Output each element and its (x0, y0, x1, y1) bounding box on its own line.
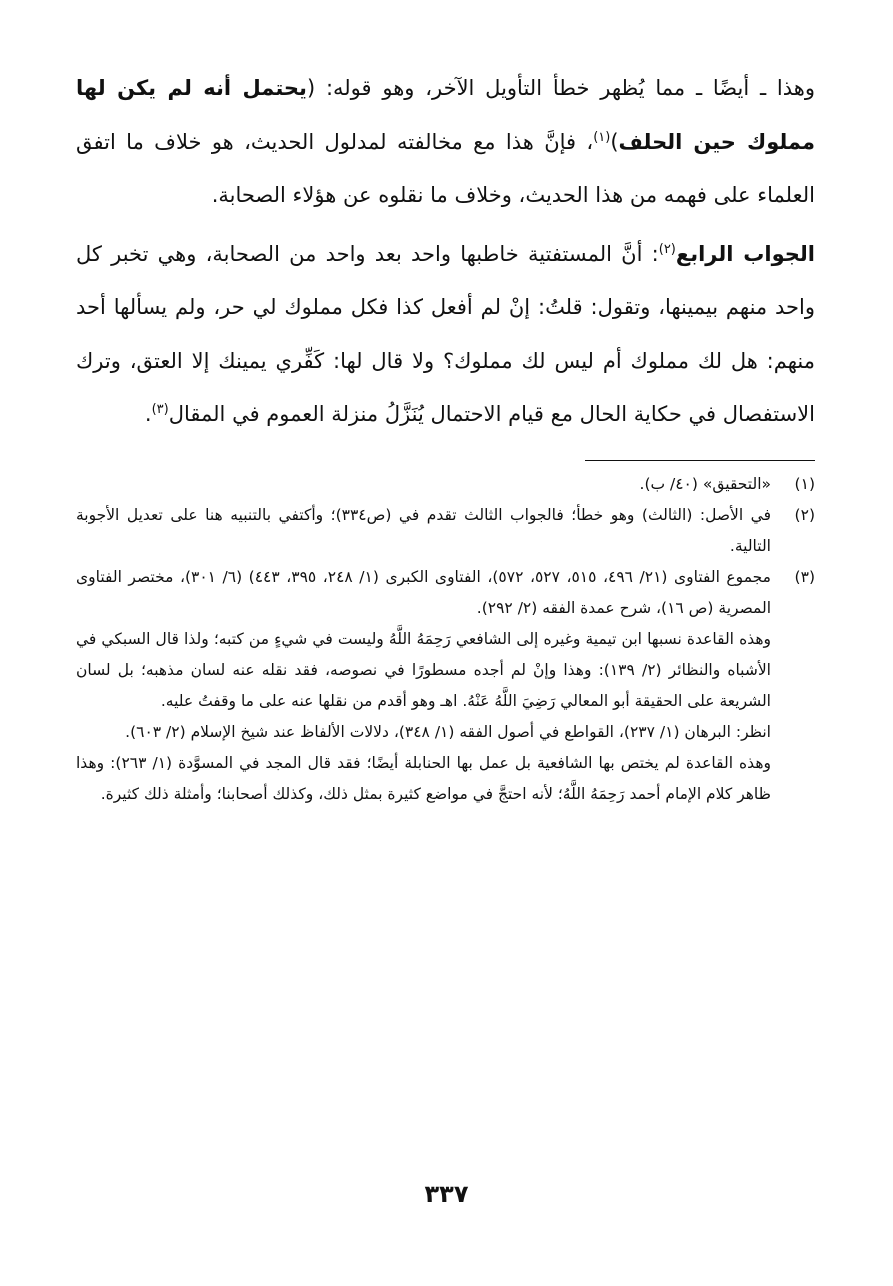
footnotes (76, 469, 815, 810)
para2-body: : أنَّ المستفتية خاطبها واحد بعد واحد من الصحابة، وهي تخبر كل واحد منهم بيمينها، وتقول: قلتُ: إنْ لم أفعل كذا فكل مملوك لي حر، ولم يسألها أحد منهم: هل لك مملوك أم ليس لك مملوك؟ ولا قال لها: كَفِّري يمينك إلا العتق، وترك الاستفصال في حكاية الحال مع قيام الاحتمال يُنَزَّلُ منزلة العموم في المقال (76, 241, 815, 426)
footnote-text: وهذه القاعدة لم يختص بها الشافعية بل عمل بها الحنابلة أيضًا؛ فقد قال المجد في المسوَّدة (١/ ٢٦٣): وهذا ظاهر كلام الإمام أحمد رَحِمَهُ اللَّهُ؛ لأنه احتجَّ في مواضع كثيرة بمثل ذلك، وكذلك أصحابنا؛ وأمثلة ذلك كثيرة. (76, 753, 771, 803)
para1-intro: وهذا ـ أيضًا ـ مما يُظهر خطأ التأويل الآخر، وهو قوله: ( (306, 76, 815, 100)
page-number: ٣٣٧ (424, 1180, 469, 1208)
footnote-text: في الأصل: (الثالث) وهو خطأ؛ فالجواب الثالث تقدم في (ص٣٣٤)؛ وأكتفي بالتنبيه هنا على تعديل الأجوبة التالية. (76, 505, 771, 555)
para1-quote: يحتمل أنه لم يكن لها مملوك حين الحلف (76, 76, 816, 154)
footnote-3 (76, 562, 815, 810)
footnote-text: مجموع الفتاوى (٢١/ ٤٩٦، ٥١٥، ٥٢٧، ٥٧٢)، الفتاوى الكبرى (١/ ٢٤٨، ٣٩٥، ٤٤٣) (٦/ ٣٠١)، مختصر الفتاوى المصرية (ص ١٦)، شرح عمدة الفقه (٢/ ٢٩٢). (76, 567, 771, 617)
para1-rest: ، فإنَّ هذا مع مخالفته لمدلول الحديث، هو خلاف ما اتفق العلماء على فهمه من هذا الحديث، وخلاف ما نقلوه عن هؤلاء الصحابة. (76, 129, 815, 207)
main-text (76, 62, 815, 442)
footnote-number: (٢) (794, 505, 815, 524)
para1-close-paren: ) (610, 129, 619, 154)
paragraph-1 (76, 62, 815, 223)
footnote-separator (585, 460, 815, 461)
footnote-text: انظر: البرهان (١/ ٢٣٧)، القواطع في أصول الفقه (١/ ٣٤٨)، دلالات الألفاظ عند شيخ الإسلام (٢/ ٦٠٣). (125, 722, 771, 741)
footnote-text: «التحقيق» (٤٠/ ب). (639, 474, 771, 493)
para2-heading: الجواب الرابع (675, 241, 815, 266)
footnote-ref-3[interactable]: (٣) (151, 402, 169, 417)
footnote-number: (١) (794, 474, 815, 493)
footnote-ref-2[interactable]: (٢) (658, 241, 676, 257)
footnote-text: وهذه القاعدة نسبها ابن تيمية وغيره إلى الشافعي رَحِمَهُ اللَّهُ وليست في شيءٍ من كتبه؛ ولذا قال السبكي في الأشباه والنظائر (٢/ ١٣٩): وهذا وإنْ لم أجده مسطورًا في نصوصه، فقد نقله عنه لسان مذهبه؛ بل لسان الشريعة على الحقيقة أبو المعالي رَضِيَ اللَّهُ عَنْهُ. اهـ وهو أقدم من نقلها عنه على ما وقفتُ عليه. (76, 629, 771, 710)
page-body (76, 62, 815, 810)
paragraph-2 (76, 228, 815, 442)
para2-end: . (144, 402, 152, 426)
footnote-2 (76, 500, 815, 562)
footnote-1 (76, 469, 815, 500)
footnote-number: (٣) (794, 567, 815, 586)
footnote-ref-1[interactable]: (١) (593, 129, 611, 145)
